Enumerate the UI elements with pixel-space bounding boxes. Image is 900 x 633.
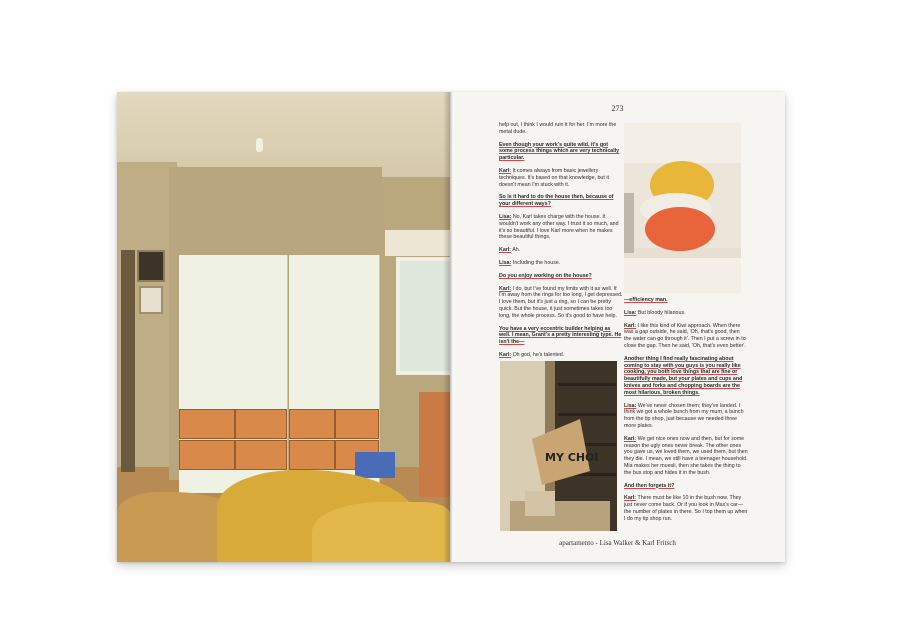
drawer (235, 409, 287, 439)
speaker-name: Lisa: (499, 213, 512, 220)
answer-text: There must be like 10 in the bush now. They just never come back. Or if you look in Max's car—the number of plates in there. So I top them up when I do my tip shop run. (624, 495, 748, 522)
text-column-1 (499, 122, 623, 365)
drawer (179, 440, 235, 470)
speaker-name: Karl: (499, 247, 512, 254)
question-text: And then forgets it? (624, 482, 675, 489)
door-frame (121, 250, 135, 472)
window (396, 257, 450, 375)
answer-text: Oh god, he's talented. (512, 351, 565, 358)
wall-picture (139, 286, 163, 314)
answer-text: But bloody hilarious. (637, 309, 686, 316)
laundry-basket (355, 452, 395, 478)
magazine-spread (117, 92, 785, 562)
speaker-name: Karl: (499, 351, 512, 358)
interview-answer (499, 352, 623, 359)
photo-shelves-sign (500, 361, 617, 531)
speaker-name: Karl: (624, 495, 637, 502)
photo-shelf-bowls (624, 123, 741, 293)
interview-question (499, 273, 623, 280)
interview-question (499, 194, 623, 208)
interview-answer (624, 323, 748, 350)
drawer (235, 440, 287, 470)
interview-answer (624, 403, 748, 430)
wardrobe (169, 167, 382, 480)
sign-text: MY CHOI (545, 451, 599, 464)
shelves-sign-image (500, 361, 617, 531)
interview-answer (499, 260, 623, 267)
speaker-name: Lisa: (624, 402, 637, 409)
drawer (179, 409, 235, 439)
interview-answer (624, 436, 748, 477)
interview-question (624, 483, 748, 490)
interview-answer (499, 247, 623, 254)
window-blind (385, 230, 450, 256)
speaker-name: Lisa: (624, 309, 637, 316)
wall-picture (137, 250, 165, 282)
answer-text: Ah. (512, 247, 521, 254)
answer-text: We've never chosen them; they've landed. I think we got a whole bunch from my mum, a bunch from the tip shop, just because we needed three more plates. (624, 402, 744, 429)
interview-answer (499, 122, 623, 136)
page-footer: apartamento - Lisa Walker & Karl Fritsch (559, 539, 676, 547)
question-text: —efficiency man. (624, 297, 668, 303)
orange-cabinet (419, 392, 450, 497)
ceiling-light (256, 138, 263, 152)
drawer (289, 440, 335, 470)
speaker-name: Lisa: (499, 259, 512, 266)
left-page-photo (117, 92, 450, 562)
interview-answer (499, 214, 623, 241)
answer-text: help out, I think I would ruin it for her. I'm more the metal dude. (499, 122, 617, 135)
interview-answer (624, 310, 748, 317)
speaker-name: Karl: (499, 167, 512, 174)
interview-question (499, 326, 623, 346)
answer-text: It comes always from basic jewellery techniques. It's based on that knowledge, but it doesn't mean I'm stuck with it. (499, 167, 609, 188)
right-page (450, 92, 785, 562)
question-text: Another thing I find really fascinating about coming to stay with you guys is you really like cooking, you both love things that are fine or beautifully made, but your plates and cups and knives and forks and chopping boards are the most hilarious, broken things. (624, 355, 743, 396)
shelf-bowls-image (624, 123, 741, 293)
answer-text: Including the house. (512, 259, 561, 266)
interview-answer (499, 168, 623, 188)
speaker-name: Karl: (624, 435, 637, 442)
page-number: 273 (611, 104, 624, 113)
interview-answer (624, 495, 748, 522)
interview-question (624, 297, 748, 304)
interview-question (624, 356, 748, 397)
question-text: Do you enjoy working on the house? (499, 272, 592, 279)
answer-text: No, Karl takes charge with the house. It wouldn't work any other way. I trust it so much, and it's so beautiful. I love Karl more when he makes these beautiful things. (499, 213, 619, 241)
question-text: So is it hard to do the house then, because of your different ways? (499, 194, 614, 208)
duvet (312, 502, 450, 562)
question-text: You have a very eccentric builder helping as well. I mean, Grant's a pretty interesting type. He isn't the— (499, 325, 622, 346)
answer-text: We get nice ones now and then, but for some reason the ugly ones never break. The other ones you gave us, we loved them, we used them, but then they die. I mean, we still have a teenager household. Mia makes her muesli, then she takes the thing to the bus stop and hides it in the bush. (624, 435, 748, 476)
answer-text: I do, but I've found my limits with it as well. If I'm away from the rings for too long, I get depressed. I love them, but it's just a ring, so I can be pretty quick. But the house, it just sometimes takes too long, the whole process. So it's good to have help. (499, 285, 623, 319)
text-column-2 (624, 297, 748, 529)
answer-text: I like this kind of Kiwi approach. When there was a gap outside, he said, 'Oh, that's good, then the water can go through it'. Then I put a screw in to close the gap. Then he said, 'Oh, that's even better'. (624, 322, 746, 349)
speaker-name: Karl: (499, 285, 512, 292)
drawer (289, 409, 335, 439)
speaker-name: Karl: (624, 322, 637, 329)
drawer (335, 409, 379, 439)
interview-answer (499, 286, 623, 320)
question-text: Even though your work's quite wild, it's got some process things which are very technically particular. (499, 141, 620, 162)
interview-question (499, 142, 623, 162)
